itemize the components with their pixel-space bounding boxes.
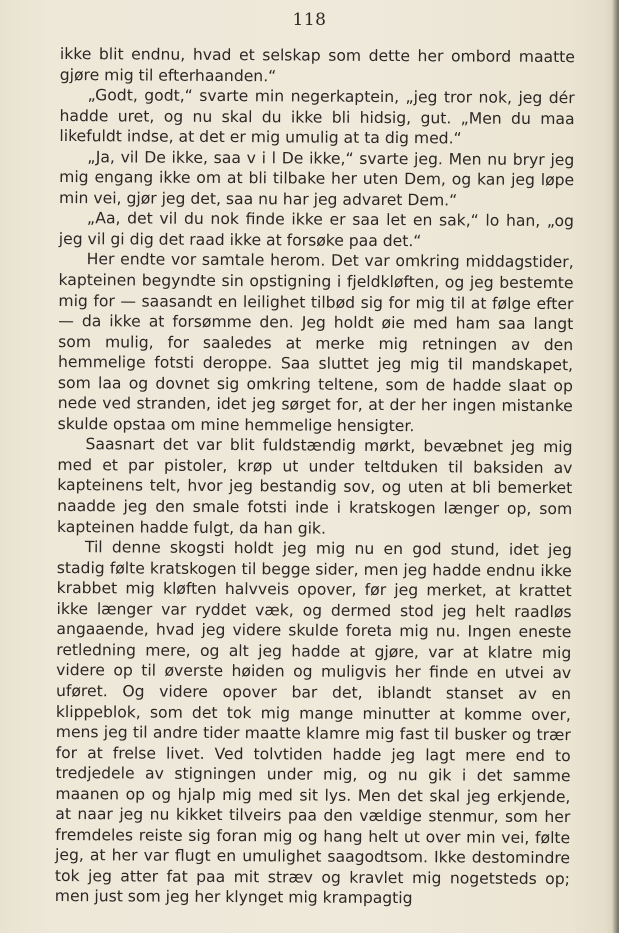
page-number: 118 [292, 10, 327, 30]
paragraph: Her endte vor samtale herom. Det var omkring middagstider, kapteinen begyndte sin opstigning i fjeldkløften, og jeg bestemte mig for — saasandt en leilighet tilbød sig for mig til at følge efter — da ikke at forsømme den. Jeg holdt øie med ham saa langt som mulig, for saaledes at merke mig retningen av den hemmelige fotsti deroppe. Saa sluttet jeg mig til mandskapet, som laa og dovnet sig omkring teltene, som de hadde slaat op nede ved stranden, idet jeg sørget for, at der her ingen mistanke skulde opstaa om mine hemmelige hensigter. [57, 250, 574, 436]
paragraph: ikke blit endnu, hvad et selskap som dette her ombord maatte gjøre mig til efterhaanden.“ [59, 44, 575, 85]
paragraph: Saasnart det var blit fuldstændig mørkt, bevæbnet jeg mig med et par pistoler, krøp ut under teltduken til baksiden av kapteinens telt, hvor jeg bestandig sov, og uten at bli bemerket naadde jeg den smale fotsti inde i kratskogen længer op, som kapteinen hadde fulgt, da han gik. [56, 435, 573, 538]
paragraph: „Aa, det vil du nok finde ikke er saa let en sak,“ lo han, „og jeg vil gi dig det raad ikke at forsøke paa det.“ [58, 209, 574, 251]
paragraph: „Ja, vil De ikke, saa v i l De ikke,“ svarte jeg. Men nu bryr jeg mig engang ikke om at bli tilbake her uten Dem, og kan jeg løpe min vei, gjør jeg det, saa nu har jeg advaret Dem.“ [59, 147, 575, 210]
page-edge-shadow [607, 0, 619, 933]
paragraph: Til denne skogsti holdt jeg mig nu en god stund, idet jeg stadig følte kratskogen til begge sider, men jeg hadde endnu ikke krabbet mig kløften halvveis opover, før jeg merket, at krattet ikke længer var ryddet væk, og dermed stod jeg helt raadløs angaaende, hvad jeg videre skulde foreta mig nu. Ingen eneste retledning mere, og alt jeg hadde at gjøre, var at klatre mig videre op til øverste høiden og muligvis her finde en utvei av uføret. Og videre opover bar det, iblandt stanset av en klippeblok, som det tok mig mange minutter at komme over, mens jeg til andre tider maatte klamre mig fast til busker og trær for at frelse livet. Ved tolvtiden hadde jeg lagt mere end to tredjedele av stigningen under mig, og nu gik i det samme maanen op og hjalp mig med sit lys. Men det skal jeg erkjende, at naar jeg nu kikket tilveirs paa den vældige stenmur, som her fremdeles reiste sig foran mig og hang helt ut over min vei, følte jeg, at her var flugt en umulighet saagodtsom. Ikke destomindre tok jeg atter fat paa mit stræv og kravlet mig nogetsteds op; men just som jeg her klynget mig krampagtig [54, 538, 572, 908]
body-text [55, 44, 575, 910]
paragraph: „Godt, godt,“ svarte min negerkaptein, „jeg tror nok, jeg dér hadde uret, og nu skal du ikke bli hidsig, gut. „Men du maa likefuldt indse, at det er mig umulig at ta dig med.“ [59, 86, 575, 148]
